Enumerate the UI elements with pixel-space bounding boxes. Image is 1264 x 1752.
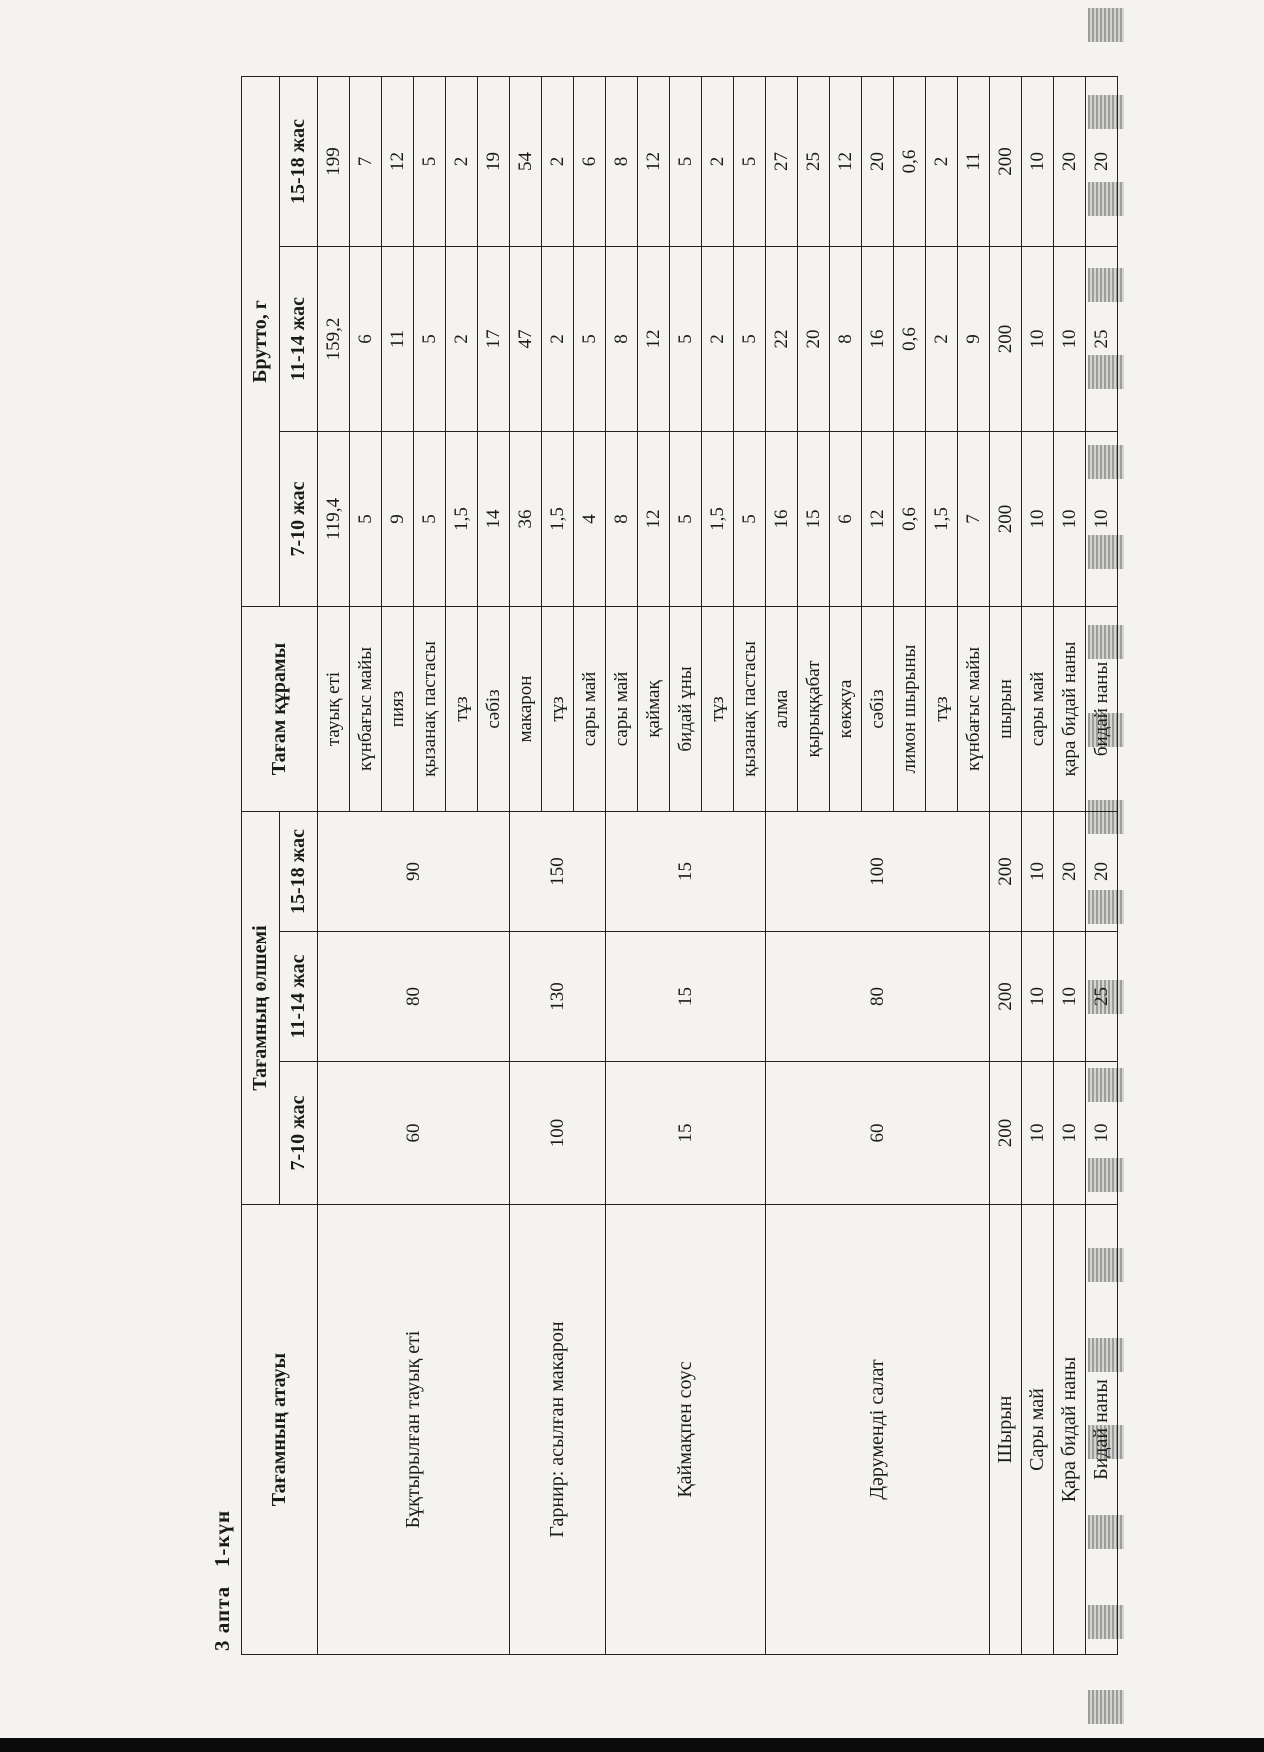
portion-value: 10 [1022,811,1054,931]
brutto-value: 16 [766,431,798,606]
portion-value: 10 [1022,932,1054,1062]
brutto-value: 2 [446,76,478,246]
brutto-value: 8 [606,431,638,606]
ingredient-name: шырын [990,606,1022,811]
brutto-value: 27 [766,76,798,246]
brutto-value: 159,2 [318,246,350,431]
brutto-value: 5 [670,246,702,431]
brutto-value: 10 [1054,431,1086,606]
ingredient-name: тұз [446,606,478,811]
brutto-value: 5 [574,246,606,431]
dish-name: Дәрумендi салат [766,1205,990,1655]
brutto-value: 1,5 [702,431,734,606]
ingredient-name: сары май [1022,606,1054,811]
ingredient-name: күнбағыс майы [350,606,382,811]
ingredient-name: сәбіз [862,606,894,811]
table-row [1054,76,1086,1654]
brutto-value: 7 [958,431,990,606]
brutto-value: 199 [318,76,350,246]
brutto-value: 20 [1054,76,1086,246]
ingredient-name: тұз [542,606,574,811]
portion-value: 10 [1054,932,1086,1062]
brutto-value: 12 [382,76,414,246]
header-brutto-7-10: 7-10 жас [280,431,318,606]
brutto-value: 10 [1022,76,1054,246]
brutto-value: 12 [638,431,670,606]
portion-value: 100 [510,1062,606,1205]
brutto-value: 8 [606,76,638,246]
ingredient-name: пияз [382,606,414,811]
portion-value: 60 [318,1062,510,1205]
brutto-value: 6 [350,246,382,431]
table-row [766,76,798,1654]
brutto-value: 2 [446,246,478,431]
ingredient-name: тауық еті [318,606,350,811]
brutto-value: 20 [1086,76,1118,246]
portion-value: 25 [1086,932,1118,1062]
ingredient-name: тұз [926,606,958,811]
portion-value: 150 [510,811,606,931]
brutto-value: 12 [638,76,670,246]
brutto-value: 2 [702,76,734,246]
brutto-value: 6 [574,76,606,246]
brutto-value: 2 [926,246,958,431]
week-label: 3 апта [210,1585,234,1651]
brutto-value: 11 [382,246,414,431]
brutto-value: 12 [638,246,670,431]
portion-value: 200 [990,811,1022,931]
ingredient-name: сары май [574,606,606,811]
ingredient-name: қызанақ пастасы [734,606,766,811]
dish-name: Қаймақпен соус [606,1205,766,1655]
brutto-value: 1,5 [926,431,958,606]
brutto-value: 12 [862,431,894,606]
portion-value: 60 [766,1062,990,1205]
ingredient-name: лимон шырыны [894,606,926,811]
brutto-value: 2 [702,246,734,431]
brutto-value: 1,5 [446,431,478,606]
ingredient-name: сәбіз [478,606,510,811]
brutto-value: 15 [798,431,830,606]
scan-bottom-edge [0,1738,1264,1752]
table-row [1086,76,1118,1654]
brutto-value: 25 [1086,246,1118,431]
table-row [606,76,638,1654]
header-composition: Тағам құрамы [242,606,318,811]
brutto-value: 9 [958,246,990,431]
header-portion-15-18: 15-18 жас [280,811,318,931]
brutto-value: 0,6 [894,246,926,431]
dish-name: Бидай наны [1086,1205,1118,1655]
portion-value: 15 [606,811,766,931]
portion-value: 10 [1086,1062,1118,1205]
brutto-value: 10 [1086,431,1118,606]
brutto-value: 11 [958,76,990,246]
brutto-value: 1,5 [542,431,574,606]
brutto-value: 0,6 [894,76,926,246]
brutto-value: 20 [862,76,894,246]
header-portion: Тағамның өлшемі [242,811,280,1204]
header-brutto-11-14: 11-14 жас [280,246,318,431]
dish-name: Сары май [1022,1205,1054,1655]
table-row [318,76,350,1654]
brutto-value: 36 [510,431,542,606]
brutto-value: 22 [766,246,798,431]
brutto-value: 54 [510,76,542,246]
header-brutto: Брутто, г [242,76,280,606]
ingredient-name: алма [766,606,798,811]
brutto-value: 14 [478,431,510,606]
brutto-value: 119,4 [318,431,350,606]
brutto-value: 5 [734,76,766,246]
dish-name: Гарнир: асылған макарон [510,1205,606,1655]
portion-value: 100 [766,811,990,931]
brutto-value: 4 [574,431,606,606]
header-portion-11-14: 11-14 жас [280,932,318,1062]
brutto-value: 9 [382,431,414,606]
brutto-value: 25 [798,76,830,246]
rotated-page [203,77,1112,1655]
brutto-value: 2 [926,76,958,246]
brutto-value: 12 [830,76,862,246]
dish-name: Қара бидай наны [1054,1205,1086,1655]
brutto-value: 5 [414,76,446,246]
header-brutto-15-18: 15-18 жас [280,76,318,246]
brutto-value: 0,6 [894,431,926,606]
brutto-value: 5 [734,431,766,606]
ingredient-name: қырыққабат [798,606,830,811]
portion-value: 130 [510,932,606,1062]
table-row [510,76,542,1654]
portion-value: 80 [766,932,990,1062]
dish-name: Шырын [990,1205,1022,1655]
ingredient-name: бидай ұны [670,606,702,811]
brutto-value: 5 [734,246,766,431]
brutto-value: 7 [350,76,382,246]
portion-value: 200 [990,932,1022,1062]
brutto-value: 20 [798,246,830,431]
brutto-value: 5 [414,431,446,606]
brutto-value: 2 [542,76,574,246]
portion-value: 20 [1086,811,1118,931]
portion-value: 20 [1054,811,1086,931]
brutto-value: 8 [830,246,862,431]
table-row [990,76,1022,1654]
page-heading [203,77,241,1655]
brutto-value: 47 [510,246,542,431]
portion-value: 15 [606,932,766,1062]
ingredient-name: тұз [702,606,734,811]
ingredient-name: бидай наны [1086,606,1118,811]
brutto-value: 16 [862,246,894,431]
dish-name: Бұқтырылған тауық еті [318,1205,510,1655]
ingredient-name: макарон [510,606,542,811]
brutto-value: 10 [1022,431,1054,606]
table-row [1022,76,1054,1654]
portion-value: 10 [1022,1062,1054,1205]
portion-value: 10 [1054,1062,1086,1205]
brutto-value: 5 [350,431,382,606]
brutto-value: 200 [990,246,1022,431]
header-portion-7-10: 7-10 жас [280,1062,318,1205]
ingredient-name: сары май [606,606,638,811]
header-dish-name: Тағамның атауы [242,1205,318,1655]
header-row-1 [242,76,280,1654]
brutto-value: 200 [990,431,1022,606]
ingredient-name: қара бидай наны [1054,606,1086,811]
portion-value: 200 [990,1062,1022,1205]
brutto-value: 19 [478,76,510,246]
brutto-value: 8 [606,246,638,431]
brutto-value: 2 [542,246,574,431]
brutto-value: 5 [670,76,702,246]
brutto-value: 10 [1022,246,1054,431]
menu-table [241,76,1118,1655]
ingredient-name: күнбағыс майы [958,606,990,811]
day-label: 1-күн [210,1509,234,1568]
brutto-value: 10 [1054,246,1086,431]
portion-value: 80 [318,932,510,1062]
ingredient-name: қызанақ пастасы [414,606,446,811]
ingredient-name: қаймақ [638,606,670,811]
portion-value: 90 [318,811,510,931]
portion-value: 15 [606,1062,766,1205]
brutto-value: 17 [478,246,510,431]
brutto-value: 5 [414,246,446,431]
brutto-value: 6 [830,431,862,606]
menu-body [318,76,1118,1654]
brutto-value: 200 [990,76,1022,246]
ingredient-name: көкжуа [830,606,862,811]
brutto-value: 5 [670,431,702,606]
